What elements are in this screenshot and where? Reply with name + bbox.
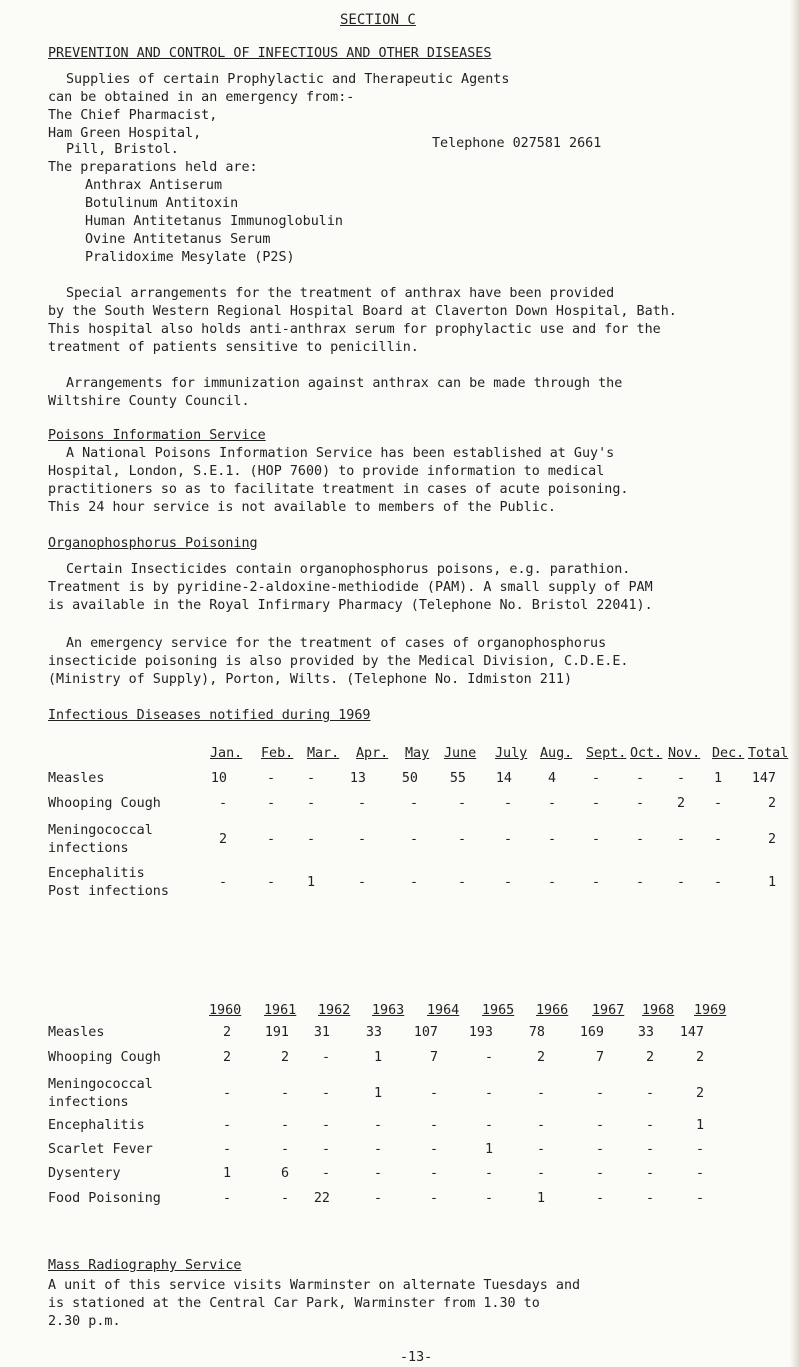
table-cell: - xyxy=(357,832,366,847)
row-label: Scarlet Fever xyxy=(48,1142,153,1157)
row-label: Encephalitis xyxy=(48,1118,145,1133)
table-cell: - xyxy=(591,771,600,786)
row-label: infections xyxy=(48,841,129,856)
table-row xyxy=(0,1077,800,1113)
organo-line: insecticide poisoning is also provided by the Medical Division, C.D.E.E. xyxy=(48,654,629,669)
table-row xyxy=(0,1191,800,1209)
poisons-line: practitioners so as to facilitate treatment in cases of acute poisoning. xyxy=(48,482,629,497)
row-label: Measles xyxy=(48,1025,105,1040)
table-cell: - xyxy=(429,1086,438,1101)
table-cell: - xyxy=(266,796,275,811)
column-header: 1962 xyxy=(318,1003,351,1018)
table-cell: - xyxy=(429,1118,438,1133)
table-cell: - xyxy=(595,1086,604,1101)
organo-line: is available in the Royal Infirmary Pharmacy (Telephone No. Bristol 22041). xyxy=(48,598,653,613)
table-cell: - xyxy=(266,875,275,890)
table-cell: 2 xyxy=(222,1025,231,1040)
row-label: infections xyxy=(48,1095,129,1110)
table-cell: 6 xyxy=(280,1166,289,1181)
table-cell: - xyxy=(409,875,418,890)
column-header: May xyxy=(405,746,430,761)
table-cell: - xyxy=(429,1166,438,1181)
radiography-line: 2.30 p.m. xyxy=(48,1314,121,1329)
table-cell: - xyxy=(645,1191,654,1206)
table-cell: - xyxy=(713,875,722,890)
immunization-line: Arrangements for immunization against anthrax can be made through the xyxy=(66,376,623,391)
table-cell: 1 xyxy=(767,875,776,890)
table-cell: - xyxy=(429,1142,438,1157)
table-cell: - xyxy=(429,1191,438,1206)
table-cell: - xyxy=(409,832,418,847)
table-cell: - xyxy=(484,1086,493,1101)
column-header: 1964 xyxy=(427,1003,460,1018)
table-cell: - xyxy=(645,1118,654,1133)
table-cell: - xyxy=(676,875,685,890)
row-label: Dysentery xyxy=(48,1166,121,1181)
table-cell: 14 xyxy=(495,771,512,786)
table-cell: - xyxy=(695,1166,704,1181)
page-number: -13- xyxy=(400,1350,433,1365)
anthrax-para-line: by the South Western Regional Hospital Board at Claverton Down Hospital, Bath. xyxy=(48,304,677,319)
organo-line: (Ministry of Supply), Porton, Wilts. (Telephone No. Idmiston 211) xyxy=(48,672,573,687)
table-cell: 147 xyxy=(751,771,776,786)
table-cell: - xyxy=(321,1086,330,1101)
table-cell: - xyxy=(222,1191,231,1206)
table-cell: - xyxy=(373,1166,382,1181)
table-cell: - xyxy=(635,832,644,847)
table-cell: 1 xyxy=(695,1118,704,1133)
table-cell: - xyxy=(306,771,315,786)
table-cell: - xyxy=(595,1118,604,1133)
anthrax-para-line: treatment of patients sensitive to penicillin. xyxy=(48,340,419,355)
column-header: July xyxy=(495,746,528,761)
table-cell: 4 xyxy=(547,771,556,786)
table-cell: - xyxy=(595,1166,604,1181)
table-cell: - xyxy=(280,1086,289,1101)
table-cell: 10 xyxy=(210,771,227,786)
table-cell: - xyxy=(218,796,227,811)
table-row xyxy=(0,866,800,902)
table-cell: - xyxy=(547,875,556,890)
column-header: Aug. xyxy=(540,746,573,761)
section-title: SECTION C xyxy=(340,12,416,28)
table-cell: - xyxy=(536,1086,545,1101)
table-cell: 7 xyxy=(595,1050,604,1065)
column-header: 1961 xyxy=(264,1003,297,1018)
column-header: 1966 xyxy=(536,1003,569,1018)
column-header: 1960 xyxy=(209,1003,242,1018)
row-label: Measles xyxy=(48,771,105,786)
table-cell: - xyxy=(547,796,556,811)
hospital-location: Pill, Bristol. xyxy=(66,142,179,157)
table-cell: 2 xyxy=(676,796,685,811)
table-row xyxy=(0,1050,800,1068)
table-cell: - xyxy=(222,1142,231,1157)
row-label: Whooping Cough xyxy=(48,796,161,811)
table-cell: - xyxy=(503,875,512,890)
table-cell: 1 xyxy=(222,1166,231,1181)
table-cell: 147 xyxy=(679,1025,704,1040)
radiography-line: is stationed at the Central Car Park, Warminster from 1.30 to xyxy=(48,1296,540,1311)
row-label: Meningococcal xyxy=(48,1077,153,1092)
table-cell: 33 xyxy=(365,1025,382,1040)
organo-line: Treatment is by pyridine-2-aldoxine-methiodide (PAM). A small supply of PAM xyxy=(48,580,653,595)
yearly-table-header xyxy=(0,1003,800,1023)
table-cell: - xyxy=(484,1166,493,1181)
organo-heading: Organophosphorus Poisoning xyxy=(48,536,258,551)
preparation-item: Human Antitetanus Immunoglobulin xyxy=(85,214,343,229)
preparation-item: Pralidoxime Mesylate (P2S) xyxy=(85,250,295,265)
column-header: Jan. xyxy=(210,746,243,761)
table-cell: - xyxy=(484,1191,493,1206)
table-cell: 2 xyxy=(222,1050,231,1065)
poisons-heading: Poisons Information Service xyxy=(48,428,266,443)
organo-line: Certain Insecticides contain organophosphorus poisons, e.g. parathion. xyxy=(66,562,631,577)
table-cell: - xyxy=(591,832,600,847)
table-cell: 1 xyxy=(306,875,315,890)
table-cell: 1 xyxy=(373,1050,382,1065)
row-label: Post infections xyxy=(48,884,169,899)
table-cell: - xyxy=(280,1142,289,1157)
table-row xyxy=(0,771,800,789)
telephone-number: Telephone 027581 2661 xyxy=(432,136,602,151)
table-cell: 2 xyxy=(645,1050,654,1065)
table-cell: - xyxy=(457,832,466,847)
table-cell: 22 xyxy=(313,1191,330,1206)
table-cell: - xyxy=(536,1166,545,1181)
organo-line: An emergency service for the treatment of cases of organophosphorus xyxy=(66,636,607,651)
anthrax-para-line: Special arrangements for the treatment of anthrax have been provided xyxy=(66,286,615,301)
column-header: Oct. xyxy=(630,746,663,761)
anthrax-para-line: This hospital also holds anti-anthrax serum for prophylactic use and for the xyxy=(48,322,661,337)
table-cell: 2 xyxy=(767,832,776,847)
table-cell: - xyxy=(280,1191,289,1206)
column-header: 1963 xyxy=(372,1003,405,1018)
table-cell: 191 xyxy=(264,1025,289,1040)
table-cell: 2 xyxy=(218,832,227,847)
monthly-table-header xyxy=(0,746,800,766)
radiography-heading: Mass Radiography Service xyxy=(48,1258,242,1273)
table-cell: - xyxy=(536,1142,545,1157)
table-cell: 1 xyxy=(536,1191,545,1206)
column-header: June xyxy=(444,746,477,761)
immunization-line: Wiltshire County Council. xyxy=(48,394,250,409)
table-cell: 2 xyxy=(767,796,776,811)
table-row xyxy=(0,1166,800,1184)
column-header: 1969 xyxy=(694,1003,727,1018)
table-cell: - xyxy=(645,1086,654,1101)
table-cell: - xyxy=(591,796,600,811)
table-cell: 1 xyxy=(373,1086,382,1101)
chief-pharmacist: The Chief Pharmacist, xyxy=(48,108,218,123)
poisons-line: Hospital, London, S.E.1. (HOP 7600) to provide information to medical xyxy=(48,464,605,479)
table-cell: - xyxy=(321,1142,330,1157)
column-header: Nov. xyxy=(668,746,701,761)
table-cell: 31 xyxy=(313,1025,330,1040)
poisons-line: A National Poisons Information Service has been established at Guy's xyxy=(66,446,615,461)
table-cell: - xyxy=(645,1142,654,1157)
row-label: Meningococcal xyxy=(48,823,153,838)
table-cell: - xyxy=(635,796,644,811)
supplies-intro-1: Supplies of certain Prophylactic and Therapeutic Agents xyxy=(66,72,510,87)
table-cell: - xyxy=(457,875,466,890)
table-row xyxy=(0,1025,800,1043)
table-cell: - xyxy=(503,796,512,811)
preparations-label: The preparations held are: xyxy=(48,160,258,175)
column-header: 1968 xyxy=(642,1003,675,1018)
row-label: Whooping Cough xyxy=(48,1050,161,1065)
table-cell: - xyxy=(695,1142,704,1157)
table-cell: - xyxy=(222,1086,231,1101)
column-header: Mar. xyxy=(307,746,340,761)
column-header: 1967 xyxy=(592,1003,625,1018)
column-header: Total xyxy=(748,746,789,761)
table-cell: 193 xyxy=(468,1025,493,1040)
table-cell: - xyxy=(713,796,722,811)
table-cell: - xyxy=(595,1142,604,1157)
table-cell: - xyxy=(695,1191,704,1206)
table-cell: - xyxy=(222,1118,231,1133)
table-cell: 107 xyxy=(413,1025,438,1040)
table-cell: 2 xyxy=(280,1050,289,1065)
table-cell: - xyxy=(484,1050,493,1065)
table-cell: - xyxy=(676,832,685,847)
table-cell: 50 xyxy=(401,771,418,786)
table-cell: - xyxy=(676,771,685,786)
column-header: Dec. xyxy=(712,746,745,761)
column-header: Sept. xyxy=(586,746,627,761)
table-cell: 33 xyxy=(637,1025,654,1040)
table-cell: - xyxy=(547,832,556,847)
table-cell: - xyxy=(321,1050,330,1065)
table-cell: - xyxy=(373,1118,382,1133)
table-cell: - xyxy=(373,1142,382,1157)
table-cell: - xyxy=(306,832,315,847)
table-cell: 169 xyxy=(579,1025,604,1040)
supplies-intro-2: can be obtained in an emergency from:- xyxy=(48,90,355,105)
table-cell: - xyxy=(266,771,275,786)
table-cell: 1 xyxy=(484,1142,493,1157)
table-cell: - xyxy=(306,796,315,811)
table-cell: - xyxy=(457,796,466,811)
table-cell: - xyxy=(591,875,600,890)
poisons-line: This 24 hour service is not available to members of the Public. xyxy=(48,500,556,515)
table-row xyxy=(0,1118,800,1136)
table-cell: 55 xyxy=(449,771,466,786)
table-cell: - xyxy=(635,771,644,786)
hospital-name: Ham Green Hospital, xyxy=(48,126,202,141)
table-cell: 7 xyxy=(429,1050,438,1065)
table-cell: 2 xyxy=(695,1050,704,1065)
table-cell: - xyxy=(266,832,275,847)
table-cell: 13 xyxy=(349,771,366,786)
page-edge-shadow xyxy=(790,0,800,1367)
table-cell: - xyxy=(280,1118,289,1133)
table-cell: - xyxy=(503,832,512,847)
table-cell: 1 xyxy=(713,771,722,786)
table-cell: - xyxy=(484,1118,493,1133)
preparation-item: Botulinum Antitoxin xyxy=(85,196,239,211)
table-cell: - xyxy=(635,875,644,890)
table-cell: - xyxy=(536,1118,545,1133)
table-row xyxy=(0,796,800,814)
table-cell: - xyxy=(321,1118,330,1133)
table-cell: - xyxy=(218,875,227,890)
table-row xyxy=(0,823,800,859)
table-cell: - xyxy=(713,832,722,847)
table-cell: - xyxy=(321,1166,330,1181)
infectious-heading: Infectious Diseases notified during 1969 xyxy=(48,708,371,723)
column-header: Apr. xyxy=(356,746,389,761)
table-cell: - xyxy=(645,1166,654,1181)
table-cell: 78 xyxy=(528,1025,545,1040)
row-label: Food Poisoning xyxy=(48,1191,161,1206)
column-header: 1965 xyxy=(482,1003,515,1018)
table-cell: - xyxy=(357,875,366,890)
table-cell: 2 xyxy=(695,1086,704,1101)
table-row xyxy=(0,1142,800,1160)
radiography-line: A unit of this service visits Warminster on alternate Tuesdays and xyxy=(48,1278,581,1293)
table-cell: - xyxy=(357,796,366,811)
row-label: Encephalitis xyxy=(48,866,145,881)
table-cell: - xyxy=(409,796,418,811)
column-header: Feb. xyxy=(261,746,294,761)
table-cell: 2 xyxy=(536,1050,545,1065)
page-heading: PREVENTION AND CONTROL OF INFECTIOUS AND OTHER DISEASES xyxy=(48,46,492,61)
preparation-item: Ovine Antitetanus Serum xyxy=(85,232,271,247)
table-cell: - xyxy=(595,1191,604,1206)
table-cell: - xyxy=(373,1191,382,1206)
preparation-item: Anthrax Antiserum xyxy=(85,178,223,193)
